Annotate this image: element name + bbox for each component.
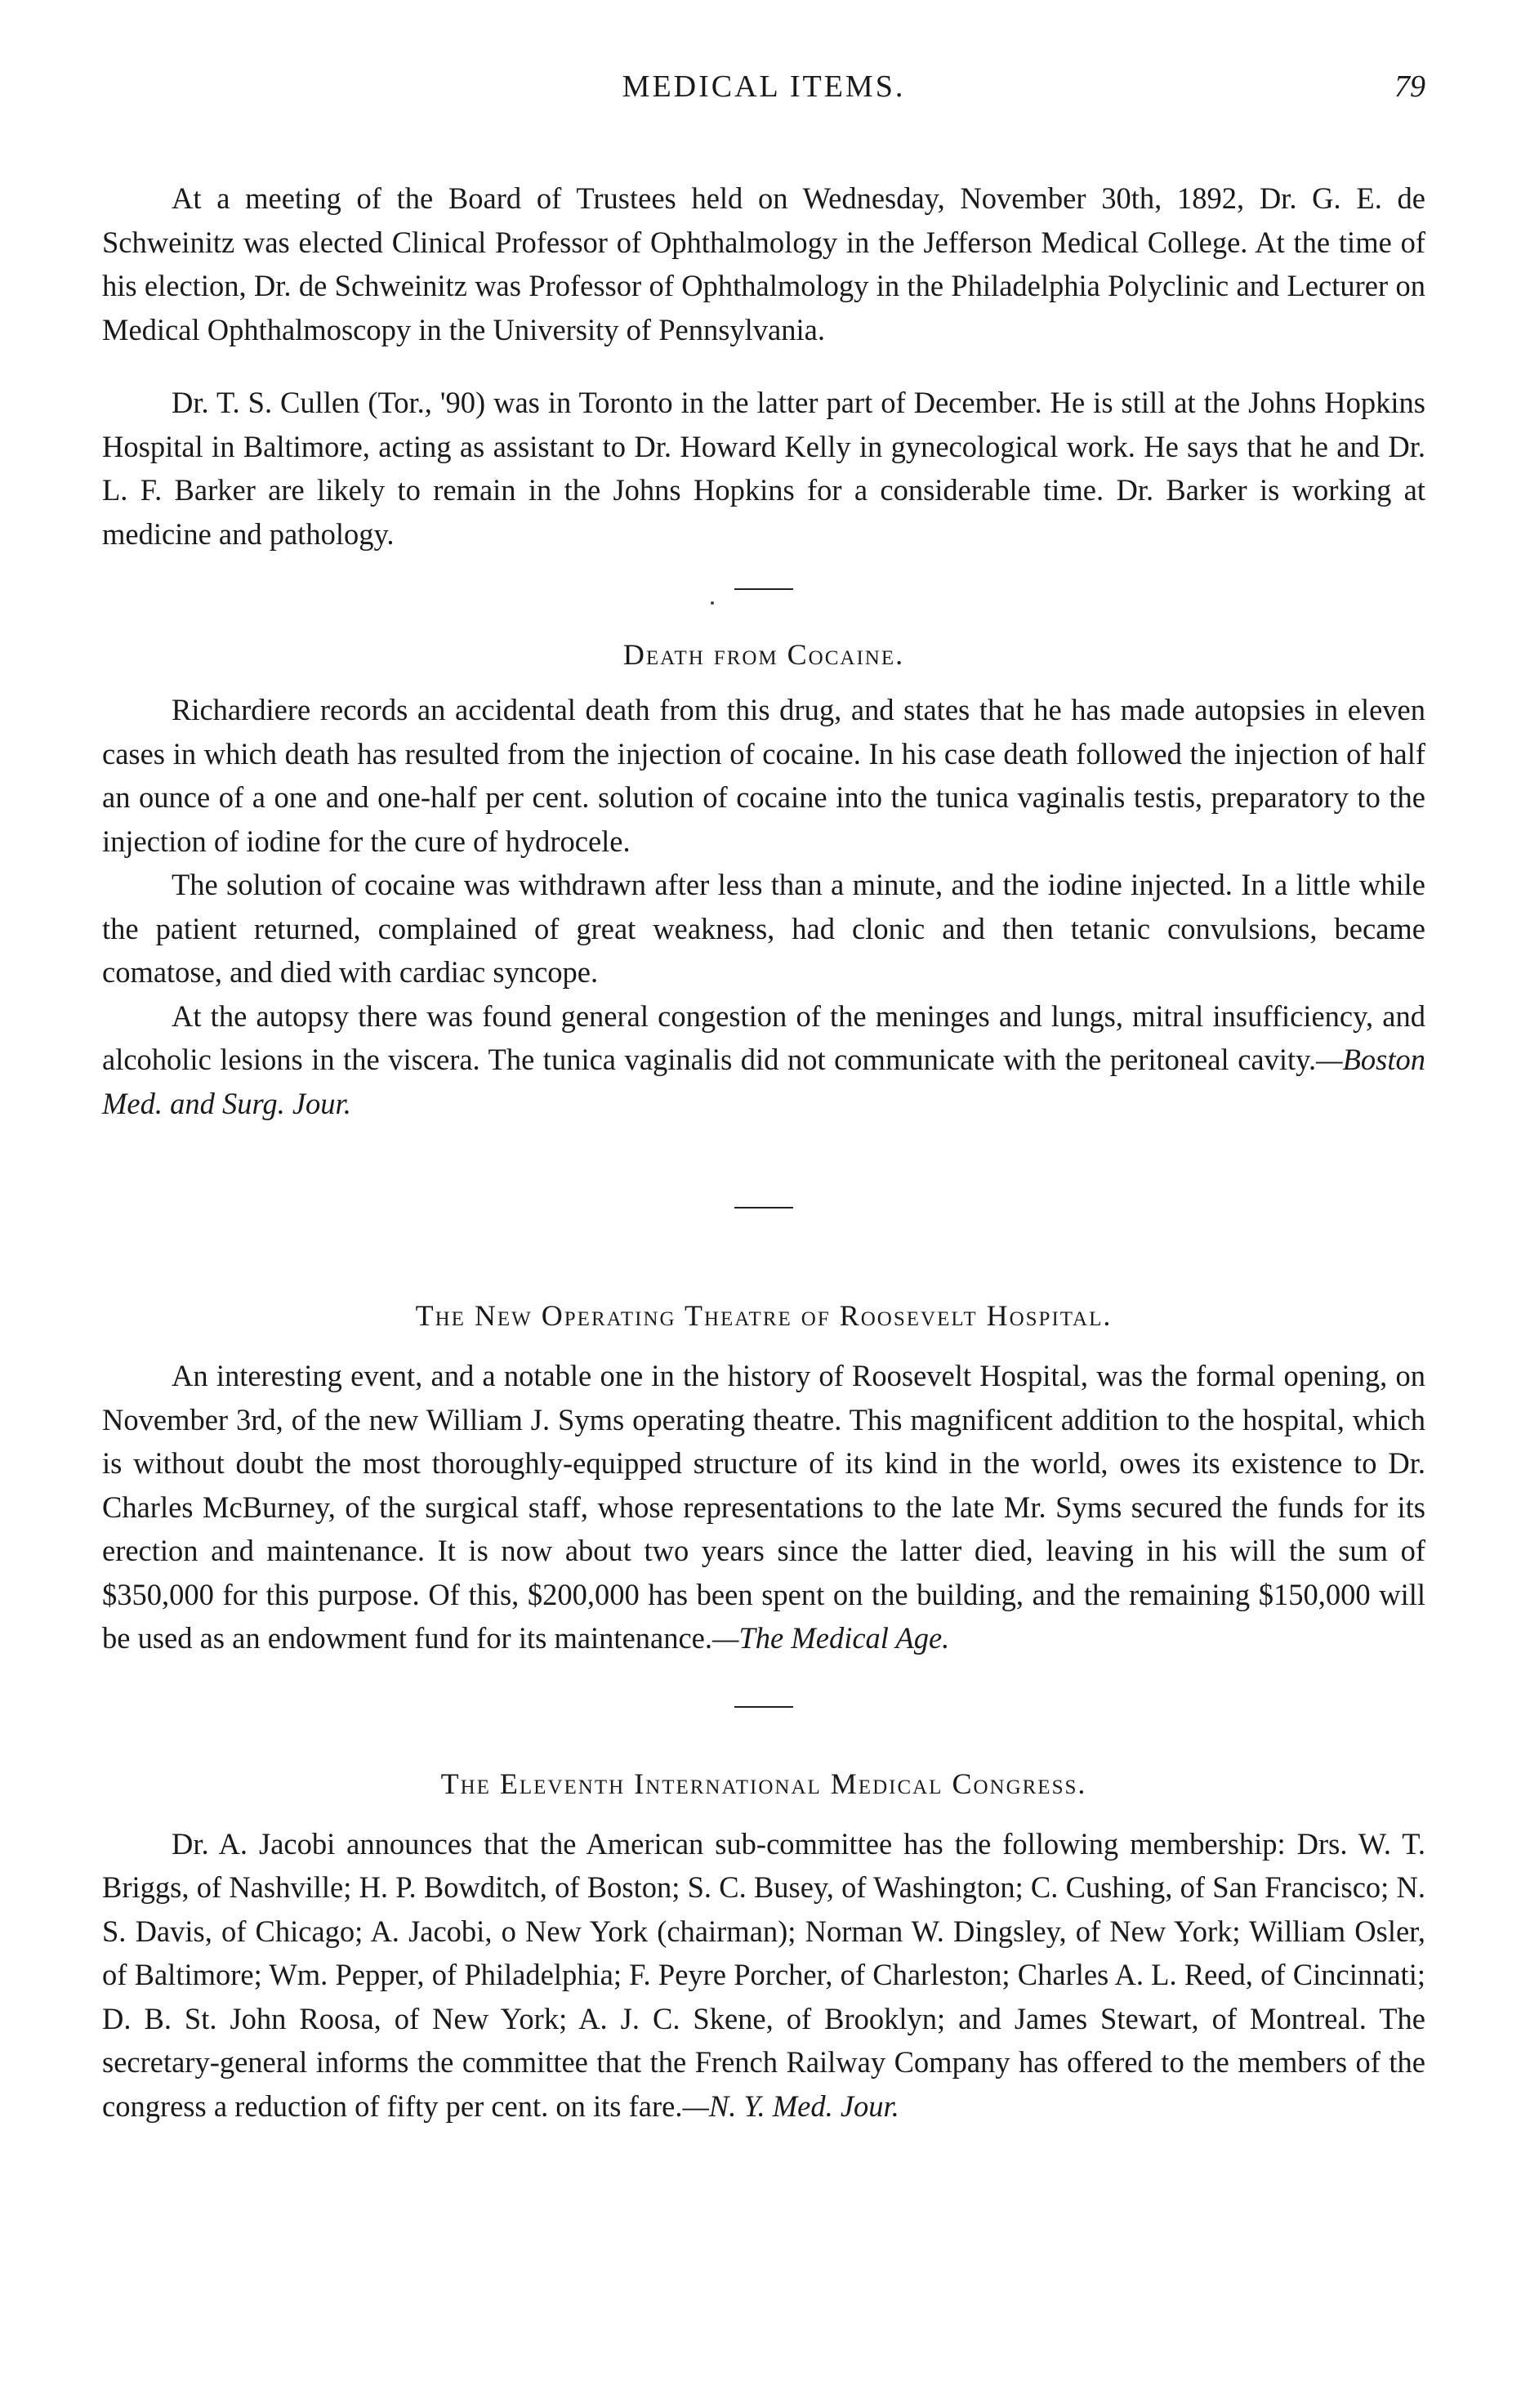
cocaine-source-citation: —Boston Med. and Surg. Jour. (102, 1043, 1425, 1120)
book-page (102, 33, 1425, 2128)
ink-speck (711, 601, 714, 605)
congress-paragraph (102, 1822, 1425, 2129)
cullen-paragraph: Dr. T. S. Cullen (Tor., '90) was in Toronto in the latter part of December. He is still at the Johns Hopkins Hospital in Baltimore, acting as assistant to Dr. Howard Kelly in gynecological work. He says that he and Dr. L. F. Barker are likely to remain in the Johns Hopkins for a considerable time. Dr. Barker is working at medicine and pathology. (102, 386, 1425, 551)
section-divider (734, 1207, 793, 1208)
congress-source-citation: —N. Y. Med. Jour. (682, 2089, 899, 2123)
roosevelt-paragraph-text: An interesting event, and a notable one in the history of Roosevelt Hospital, was the formal opening, on November 3rd, of the new William J. Syms operating theatre. This magnificent addition to the hospital, which is without doubt the most thoroughly-equipped structure of its kind in the world, owes its existence to Dr. Charles McBurney, of the surgical staff, whose representations to the late Mr. Syms secured the funds for its erection and maintenance. It is now about two years since the latter died, leaving in his will the sum of $350,000 for this purpose. Of this, $200,000 has been spent on the building, and the remaining $150,000 will be used as an endowment fund for its maintenance. (102, 1359, 1425, 1655)
section-divider (734, 588, 793, 590)
running-title: MEDICAL ITEMS. (622, 69, 906, 104)
section-heading-roosevelt: The New Operating Theatre of Roosevelt Hospital. (415, 1299, 1113, 1332)
section-heading-congress: The Eleventh International Medical Congress. (440, 1767, 1087, 1800)
congress-paragraph-text: Dr. A. Jacobi announces that the American sub-committee has the following membership: Drs. W. T. Briggs, of Nashville; H. P. Bowditch, of Boston; S. C. Busey, of Washington; C. Cushing, of San Francisco; N. S. Davis, of Chicago; A. Jacobi, o New York (chairman); Norman W. Dingsley, of New York; William Osler, of Baltimore; Wm. Pepper, of Philadelphia; F. Peyre Porcher, of Charleston; Charles A. L. Reed, of Cincinnati; D. B. St. John Roosa, of New York; A. J. C. Skene, of Brooklyn; and James Stewart, of Montreal. The secretary-general informs the committee that the French Railway Company has offered to the members of the congress a reduction of fifty per cent. on its fare. (102, 1826, 1425, 2123)
cocaine-paragraph-3 (102, 994, 1425, 1126)
page-number: 79 (1394, 69, 1425, 104)
cocaine-paragraph-3-text: At the autopsy there was found general congestion of the meninges and lungs, mitral insufficiency, and alcoholic lesions in the viscera. The tunica vaginalis did not communicate with the peritoneal cavity. (102, 998, 1425, 1076)
roosevelt-paragraph (102, 1354, 1425, 1660)
cocaine-paragraph-2: The solution of cocaine was withdrawn after less than a minute, and the iodine injected. In a little while the patient returned, complained of great weakness, had clonic and then tetanic convulsions, became comatose, and died with cardiac syncope. (102, 868, 1425, 989)
cocaine-paragraph-1: Richardiere records an accidental death from this drug, and states that he has made autopsies in eleven cases in which death has resulted from the injection of cocaine. In his case death followed the injection of half an ounce of a one and one-half per cent. solution of cocaine into the tunica vaginalis testis, preparatory to the injection of iodine for the cure of hydrocele. (102, 693, 1425, 858)
section-divider (734, 1706, 793, 1708)
section-heading-cocaine: Death from Cocaine. (622, 638, 905, 671)
roosevelt-source-citation: —The Medical Age. (712, 1621, 950, 1655)
running-header (102, 33, 1425, 104)
trustees-paragraph: At a meeting of the Board of Trustees held on Wednesday, November 30th, 1892, Dr. G. E. de Schweinitz was elected Clinical Professor of Ophthalmology in the Jefferson Medical College. At the time of his election, Dr. de Schweinitz was Professor of Ophthalmology in the Philadelphia Polyclinic and Lecturer on Medical Ophthalmoscopy in the University of Pennsylvania. (102, 181, 1425, 346)
